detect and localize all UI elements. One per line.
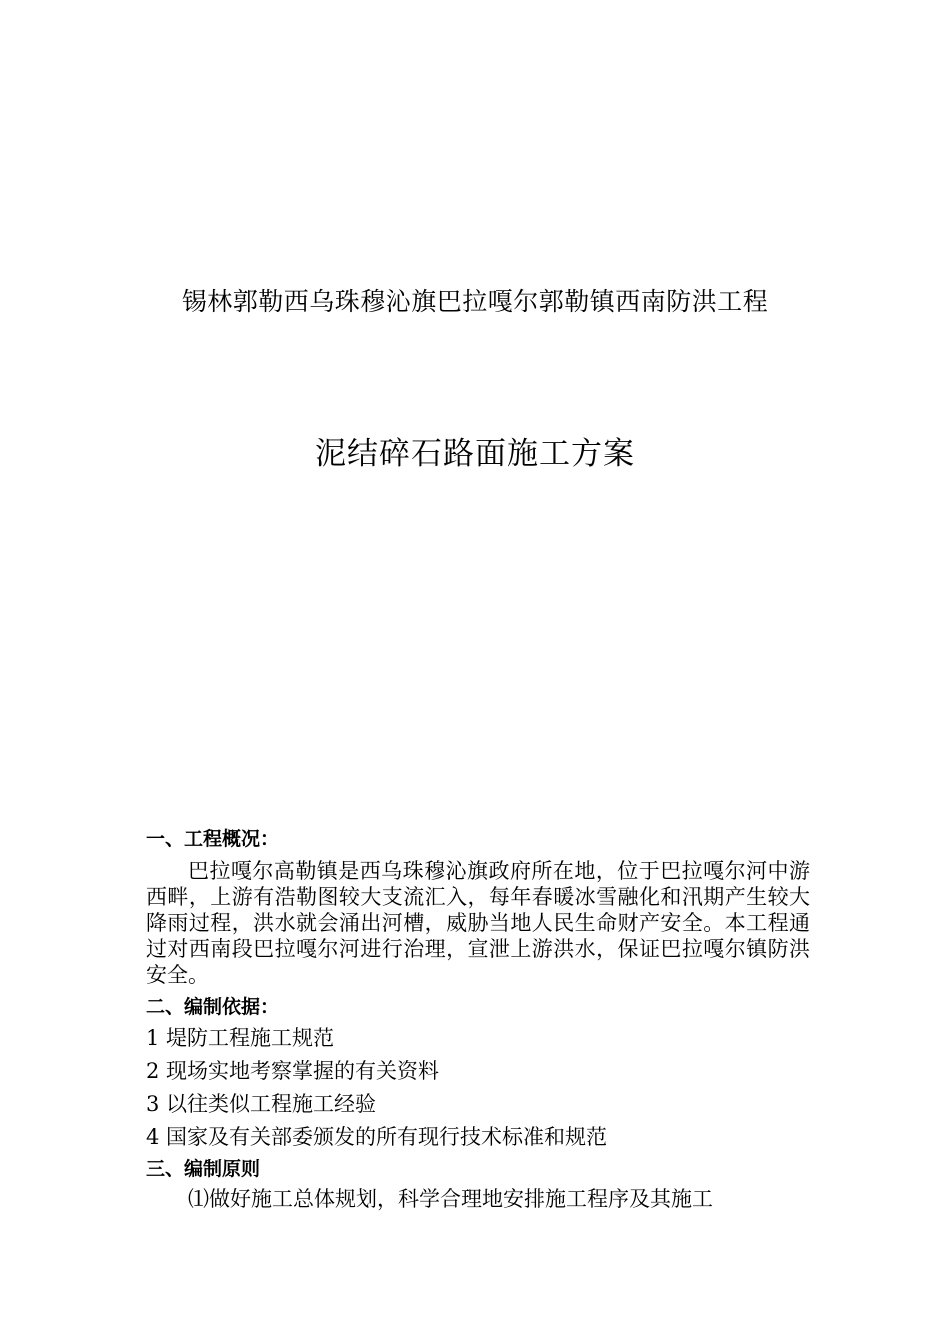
basis-item-1: 1 堤防工程施工规范 (146, 1026, 335, 1050)
principles-paragraph: ⑴做好施工总体规划，科学合理地安排施工程序及其施工 (188, 1187, 713, 1211)
basis-item-2: 2 现场实地考察掌握的有关资料 (146, 1059, 440, 1083)
basis-item-4: 4 国家及有关部委颁发的所有现行技术标准和规范 (146, 1125, 608, 1149)
document-body (146, 824, 810, 1214)
basis-item-3: 3 以往类似工程施工经验 (146, 1092, 377, 1116)
section-heading-basis: 二、编制依据： (146, 996, 280, 1018)
document-title: 泥结碎石路面施工方案 (315, 436, 635, 472)
overview-paragraph: 巴拉嘎尔高勒镇是西乌珠穆沁旗政府所在地，位于巴拉嘎尔河中游西畔，上游有浩勒图较大支流汇入，每年春暖冰雪融化和汛期产生较大降雨过程，洪水就会涌出河槽，威胁当地人民生命财产安全。本工程通过对西南段巴拉嘎尔河进行治理，宣泄上游洪水，保证巴拉嘎尔镇防洪安全。 (146, 859, 810, 987)
section-heading-overview: 一、工程概况： (146, 828, 280, 850)
section-heading-principles: 三、编制原则 (146, 1158, 261, 1180)
project-title: 锡林郭勒西乌珠穆沁旗巴拉嘎尔郭勒镇西南防洪工程 (181, 287, 769, 316)
